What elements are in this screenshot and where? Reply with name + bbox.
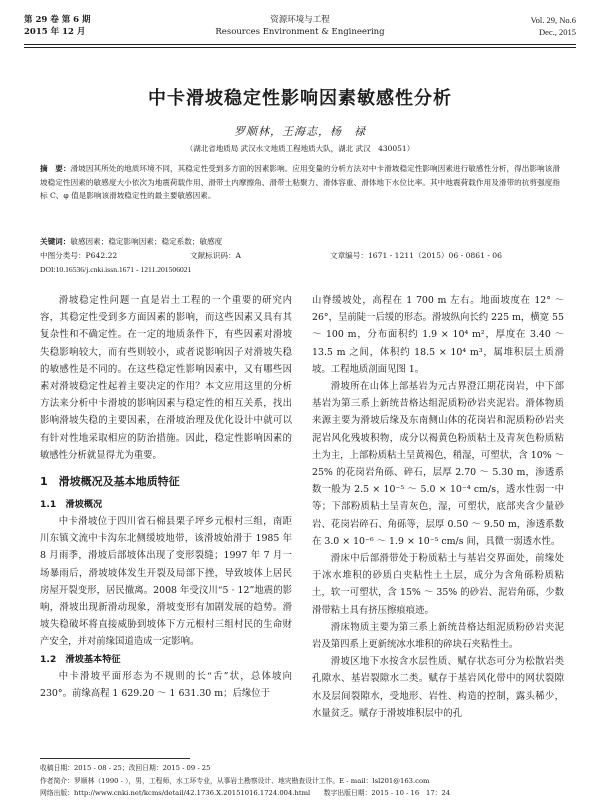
subsection-1-1-paragraph: 中卡滑坡位于四川省石棉县栗子坪乡元根村三组，南距川东镇文流中卡沟东北侧缓坡地带，该滑坡始滑于 1985 年 8 月雨季，滑坡后部坡体出现了变形裂缝；1997 年 7 月一场暴雨后，滑坡坡体发生开裂及局部下挫，导致坡体上居民房屋开裂变形，居民撤离。2008 年受汶川“5 · 12”地震的影响，滑坡出现新滑动现象，滑坡变形有加剧发展的趋势。滑坡失稳破坏将直接威胁到坡体下方元根村三组村民的生命财产安全，并对前缘国道造成一定影响。: [40, 516, 292, 648]
abstract-label: 摘 要：: [40, 164, 71, 173]
abstract: [40, 162, 560, 203]
date-en: Dec., 2015: [538, 27, 576, 37]
right-paragraph-5: 滑坡区地下水按含水层性质、赋存状态可分为松散岩类孔隙水、基岩裂隙水二类。赋存于基岩风化带中的网状裂隙水及层间裂隙水，受地形、岩性、构造的控制，露头稀少，水量贫乏。赋存于滑坡堆积层中的孔: [312, 656, 564, 719]
author-affiliation: （湖北省地质局 武汉水文地质工程地质大队，湖北 武汉 430051）: [185, 144, 415, 153]
volume-cn: 第 29 卷 第 6 期: [24, 15, 91, 25]
paper-authors: 罗顺林，王海志，杨 禄: [234, 125, 366, 138]
section-1-heading: 1 滑坡概况及基本地质特征: [40, 475, 180, 489]
header-right: [531, 14, 576, 38]
classification-line: [40, 250, 560, 262]
footnotes: [40, 762, 570, 800]
intro-paragraph: 滑坡稳定性问题一直是岩土工程的一个重要的研究内容，其稳定性受到多方面因素的影响，而这些因素又具有其复杂性和不确定性。在一定的地质条件下，有些因素对滑坡失稳影响较大，而有些则较小，或者说影响因子对滑坡失稳的敏感性是不同的。在这些稳定性影响因素中，又有哪些因素对滑坡稳定性起着主要决定的作用？本文应用这里的分析方法来分析中卡滑坡的影响因素与稳定性的相互关系，找出影响滑坡失稳的主要因素，在滑坡治理及优化设计中就可以有针对性地采取相应的防治措施。因此，稳定性影响因素的敏感性分析就显得尤为重要。: [40, 295, 292, 461]
right-column: [312, 292, 564, 722]
footnote-received: 收稿日期：2015 - 08 - 25；改回日期：2015 - 09 - 25: [40, 764, 211, 772]
right-paragraph-4: 滑床物质主要为第三系上新统昔格达组泥质粉砂岩夹泥岩及第四系上更新统冰水堆积的碎块石夹粘性土。: [312, 621, 564, 651]
journal-cn: 资源环境与工程: [270, 15, 330, 25]
abstract-text: 滑坡因其所处的地质环境不同，其稳定性受到多方面的因素影响。应用变量的分析方法对中卡滑坡稳定性影响因素进行敏感性分析，得出影响该滑坡稳定性因素的敏感度大小依次为地震荷载作用、滑带土内摩擦角、滑带土粘聚力、滑体容重、滑体地下水位比率。其中地震荷载作用及滑带的抗剪强度指标 C、φ 值是影响该滑坡稳定性的最主要敏感因素。: [40, 164, 560, 200]
keywords: [40, 236, 560, 248]
left-column: [40, 292, 292, 702]
subsection-1-1-heading: 1.1 滑坡概况: [40, 499, 103, 511]
subsection-1-2-heading: 1.2 滑坡基本特征: [40, 653, 121, 665]
header-rule-bottom: [24, 47, 576, 48]
clc-number: 中图分类号：P642.22: [40, 251, 118, 260]
volume-en: Vol. 29, No.6: [530, 15, 576, 25]
document-code: 文献标识码：A: [190, 251, 242, 260]
footnote-network[interactable]: 网络出版：http://www.cnki.net/kcms/detail/42.1736.X.20151016.1724.004.html 数字出版日期：2015 - 10 - 16 17：24: [40, 789, 451, 797]
doi[interactable]: DOI:10.16536/j.cnki.issn.1671 - 1211.201506021: [40, 265, 192, 274]
header-rule-top: [24, 44, 576, 45]
right-paragraph-2: 滑坡所在山体上部基岩为元古界澄江期花岗岩，中下部基岩为第三系上新统昔格达组泥质粉砂岩夹泥岩。滑体物质来源主要为滑坡后缘及东南侧山体的花岗岩和泥质粉砂岩夹泥岩风化残坡积物，成分以褐黄色粉质粘土及青灰色粉质粘土为主，上部粉质粘土呈黄褐色，稍湿，可塑状，含 10% ～ 25% 的花岗岩角砾、碎石，层厚 2.70 ～ 5.30 m，渗透系数一般为 2.5 × 10⁻⁵ ～ 5.0 × 10⁻⁴ cm/s，透水性弱一中等；下部粉质粘土呈青灰色，湿，可塑状，底部夹含少量砂岩、花岗岩碎石、角砾等，层厚 0.50 ～ 9.50 m，渗透系数在 3.0 × 10⁻⁶ ～ 1.9 × 10⁻⁵ cm/s 间，具微一弱透水性。: [312, 381, 564, 547]
running-header: [24, 14, 576, 42]
footnote-rule: [40, 758, 190, 759]
right-paragraph-1: 山脊缓坡处，高程在 1 700 m 左右。地面坡度在 12° ～ 26°，呈前陡一后缓的形态。滑坡纵向长约 225 m，横宽 55 ～ 100 m，分布面积约 1.9 × 10⁴ m²，厚度在 3.40 ～ 13.5 m 之间，体积约 18.5 × 10⁴ m³，属堆积层土质滑坡。工程地质剖面见图 1。: [312, 295, 564, 375]
right-paragraph-3: 滑床中后部滑带处于粉质粘土与基岩交界面处，前缘处于冰水堆积的砂质白夹粘性土土层，成分为含角砾粉质粘土，软一可塑状，含 15% ～ 35% 的砂岩、泥岩角砾，少数滑带粘土具有挤压擦痕痕迹。: [312, 553, 564, 616]
date-cn: 2015 年 12 月: [24, 27, 86, 37]
keywords-text: 敏感因素；稳定影响因素；稳定系数；敏感度: [70, 237, 223, 246]
keywords-label: 关键词：: [40, 237, 71, 246]
paper-title: 中卡滑坡稳定性影响因素敏感性分析: [148, 88, 452, 109]
header-center: [24, 14, 576, 38]
footnote-author: 作者简介：罗顺林（1990 - ），男，工程师，水工环专业，从事岩土勘察设计、地灾勘查设计工作。E - mail：lsl201@163.com: [40, 776, 430, 785]
journal-en: Resources Environment & Engineering: [215, 27, 385, 37]
subsection-1-2-paragraph: 中卡滑坡平面形态为不规则的长“舌”状，总体坡向 230°。前缘高程 1 629.20 ～ 1 631.30 m；后缘位于: [40, 670, 292, 699]
article-number: 文章编号：1671 - 1211（2015）06 - 0861 - 06: [330, 251, 502, 260]
